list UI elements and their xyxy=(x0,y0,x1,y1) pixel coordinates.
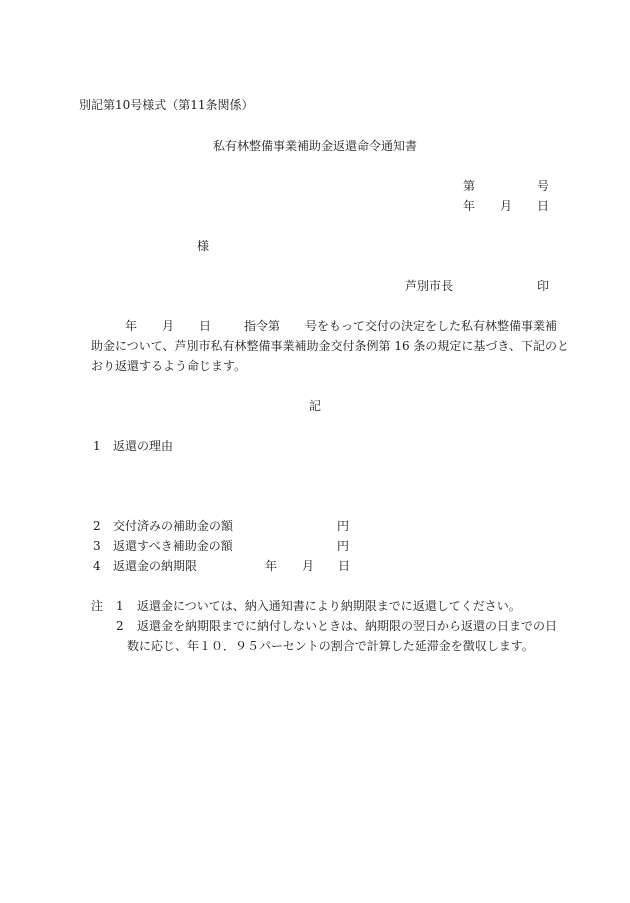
item-4-day: 日 xyxy=(338,559,351,573)
body-line2: 助金について、芦別市私有林整備事業補助金交付条例第 16 条の規定に基づき、下記のと xyxy=(91,339,569,353)
item-3-number: 3 xyxy=(93,539,101,553)
item-2-number: 2 xyxy=(93,519,101,533)
body-line3: おり返還するよう命じます。 xyxy=(91,359,247,373)
item-4-number: 4 xyxy=(93,559,101,573)
item-4-month: 月 xyxy=(302,559,315,573)
form-reference: 別記第10号様式（第11条関係） xyxy=(79,98,254,112)
note-2-line1: 返還金を納期限までに納付しないときは、納期限の翌日から返還の日までの日 xyxy=(137,619,558,633)
date-day: 日 xyxy=(537,199,550,213)
item-1-number: 1 xyxy=(93,439,101,453)
note-2-number: 2 xyxy=(116,619,124,633)
body-line1: 号をもって交付の決定をした私有林整備事業補 xyxy=(305,319,558,333)
note-1-text: 返還金については、納入通知書により納期限までに返還してください。 xyxy=(137,599,521,613)
doc-number-go: 号 xyxy=(537,179,550,193)
document-title: 私有林整備事業補助金返還命令通知書 xyxy=(212,139,417,153)
notes-chu: 注 xyxy=(91,599,104,613)
body-month: 月 xyxy=(162,319,175,333)
ki-heading: 記 xyxy=(309,399,322,413)
item-4-year: 年 xyxy=(265,559,278,573)
addressee-sama: 様 xyxy=(197,239,210,253)
doc-number-dai: 第 xyxy=(463,179,476,193)
body-day: 日 xyxy=(199,319,212,333)
item-4-label: 返還金の納期限 xyxy=(113,559,198,573)
item-2-unit: 円 xyxy=(337,519,350,533)
note-1-number: 1 xyxy=(116,599,124,613)
issuer-name: 芦別市長 xyxy=(405,279,454,293)
date-year: 年 xyxy=(463,199,476,213)
note-2-line2: 数に応じ、年１０．９５パーセントの割合で計算した延滞金を徴収します。 xyxy=(127,639,534,653)
item-3-unit: 円 xyxy=(337,539,350,553)
body-shirei: 指令第 xyxy=(244,319,281,333)
date-month: 月 xyxy=(500,199,513,213)
item-3-label: 返還すべき補助金の額 xyxy=(113,539,233,553)
body-year: 年 xyxy=(125,319,138,333)
issuer-seal: 印 xyxy=(537,279,550,293)
item-2-label: 交付済みの補助金の額 xyxy=(113,519,234,533)
item-1-label: 返還の理由 xyxy=(113,439,174,453)
